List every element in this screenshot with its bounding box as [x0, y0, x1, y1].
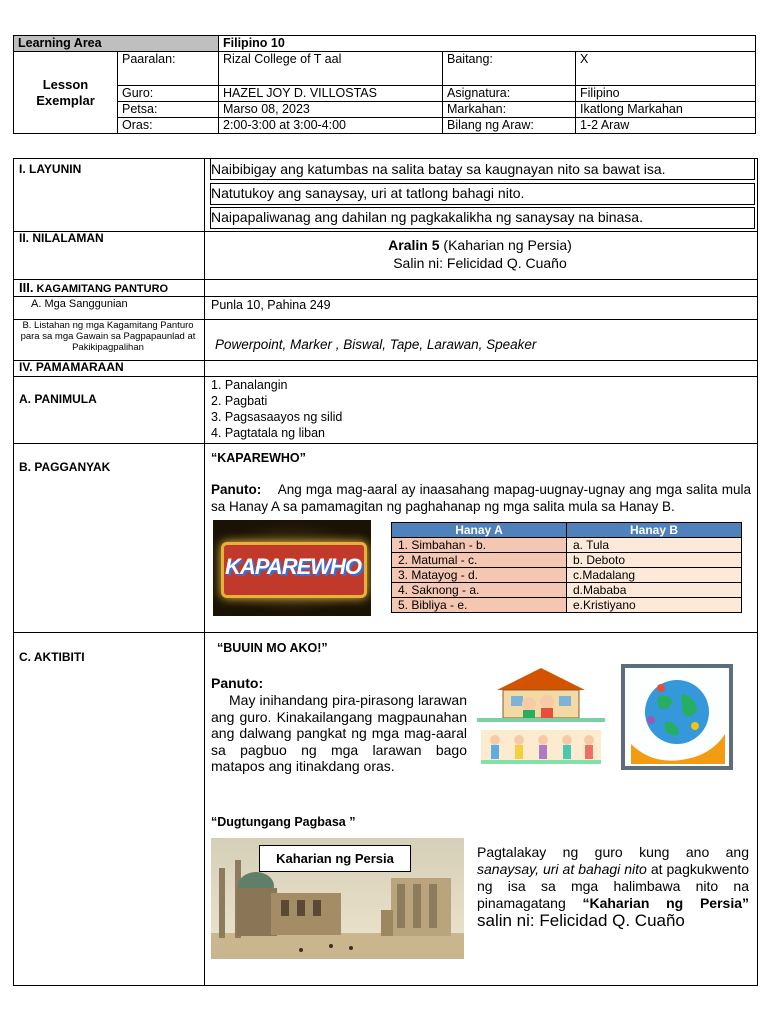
oras-value: 2:00-3:00 at 3:00-4:00 — [219, 118, 443, 134]
aralin-line — [204, 237, 756, 253]
learning-area-label: Learning Area — [14, 36, 219, 52]
panimula-title: A. PANIMULA — [19, 392, 97, 406]
pagganyak-title: B. PAGGANYAK — [19, 460, 111, 474]
hanay-b-cell: e.Kristiyano — [567, 598, 742, 613]
nilalaman-title: II. NILALAMAN — [19, 231, 104, 245]
aktibiti-title: C. AKTIBITI — [19, 650, 85, 664]
kaharian-ng-persia-label: Kaharian ng Persia — [259, 845, 411, 872]
panimula-item: 1. Panalangin — [211, 378, 288, 392]
aktibiti-panuto-label: Panuto: — [211, 675, 264, 691]
guro-value: HAZEL JOY D. VILLOSTAS — [219, 86, 443, 102]
listahan-label: B. Listahan ng mga Kagamitang Panturo para sa mga Gawain sa Pagpapaunlad at Pakikipagpalihan — [20, 320, 196, 353]
aralin-bold: Aralin 5 — [388, 237, 440, 253]
panimula-item: 2. Pagbati — [211, 394, 268, 408]
community-illustration-image — [477, 660, 605, 774]
dugtungan-title: “Dugtungang Pagbasa ” — [211, 815, 356, 829]
hanay-a-cell: 2. Matumal - c. — [392, 553, 567, 568]
panimula-item: 3. Pagsasaayos ng silid — [211, 410, 343, 424]
kaparewho-logo-text: KAPAREWHO — [224, 554, 362, 579]
hanay-b-cell: a. Tula — [567, 538, 742, 553]
kagamitan-title: III. KAGAMITANG PANTURO — [19, 280, 169, 295]
sanggunian-value: Punla 10, Pahina 249 — [211, 298, 331, 312]
layunin-item-3: Naipapaliwanag ang dahilan ng pagkakalikha ng sanaysay na binasa. — [211, 209, 643, 225]
aktibiti-text: May inihandang pira-pirasong larawan ang guro. Kinakailangang magpaunahan ang dalwang pangkat ng mga mag-aaral sa pagbuo ng mga larawan bago matapos ang itinakdang oras. — [211, 692, 467, 774]
petsa-label: Petsa: — [118, 102, 219, 118]
layunin-title: I. LAYUNIN — [19, 162, 82, 176]
kaparewho-title: “KAPAREWHO” — [211, 451, 306, 465]
hanay-a-cell: 4. Saknong - a. — [392, 583, 567, 598]
hanay-a-cell: 5. Bibliya - e. — [392, 598, 567, 613]
hanay-a-cell: 1. Simbahan - b. — [392, 538, 567, 553]
header-table — [13, 35, 756, 134]
hanay-b-header: Hanay B — [567, 523, 742, 538]
kaharian-ng-persia-image — [211, 838, 464, 959]
salin-line: Salin ni: Felicidad Q. Cuaño — [393, 255, 567, 271]
hanay-b-cell: c.Madalang — [567, 568, 742, 583]
buuin-mo-ako-title: “BUUIN MO AKO!” — [217, 641, 328, 655]
guro-label: Guro: — [118, 86, 219, 102]
markahan-label: Markahan: — [443, 102, 576, 118]
learning-area-value: Filipino 10 — [219, 36, 756, 52]
baitang-value: X — [576, 52, 756, 86]
panimula-list — [211, 377, 342, 441]
baitang-label: Baitang: — [443, 52, 576, 86]
sanggunian-label: A. Mga Sanggunian — [31, 298, 128, 310]
pagtalakay-text: Pagtalakay ng guro kung ano ang sanaysay, uri at bahagi nito at pagkukwento ng isa sa mga halimbawa nito na pinamagatang “Kaharian ng Persia” salin ni: Felicidad Q. Cuaño — [477, 844, 750, 930]
globe-hands-image — [621, 664, 733, 770]
petsa-value: Marso 08, 2023 — [219, 102, 443, 118]
oras-label: Oras: — [118, 118, 219, 134]
pagganyak-panuto: Panuto: Ang mga mag-aaral ay inaasahang mapag-uugnay-ugnay ang mga salita mula sa Hanay A sa pamamagitan ng paghahanap ng mga salita mula sa Hanay B. — [211, 482, 751, 514]
panimula-item: 4. Pagtatala ng liban — [211, 426, 325, 440]
hanay-table — [391, 522, 742, 613]
markahan-value: Ikatlong Markahan — [576, 102, 756, 118]
layunin-item-1: Naibibigay ang katumbas na salita batay sa kaugnayan nito sa bawat isa. — [211, 161, 666, 177]
asignatura-value: Filipino — [576, 86, 756, 102]
hanay-a-cell: 3. Matayog - d. — [392, 568, 567, 583]
listahan-value: Powerpoint, Marker , Biswal, Tape, Larawan, Speaker — [215, 337, 537, 352]
bilang-ng-araw-value: 1-2 Araw — [576, 118, 756, 134]
aralin-rest: (Kaharian ng Persia) — [439, 237, 572, 253]
hanay-b-cell: b. Deboto — [567, 553, 742, 568]
kaparewho-logo-image — [213, 520, 371, 616]
bilang-ng-araw-label: Bilang ng Araw: — [443, 118, 576, 134]
asignatura-label: Asignatura: — [443, 86, 576, 102]
paaralan-value: Rizal College of T aal — [219, 52, 443, 86]
hanay-b-cell: d.Mababa — [567, 583, 742, 598]
pamamaraan-title: IV. PAMAMARAAN — [19, 360, 124, 374]
layunin-item-2: Natutukoy ang sanaysay, uri at tatlong bahagi nito. — [211, 185, 525, 201]
lesson-exemplar-label: Lesson Exemplar — [14, 52, 118, 134]
hanay-a-header: Hanay A — [392, 523, 567, 538]
paaralan-label: Paaralan: — [118, 52, 219, 86]
